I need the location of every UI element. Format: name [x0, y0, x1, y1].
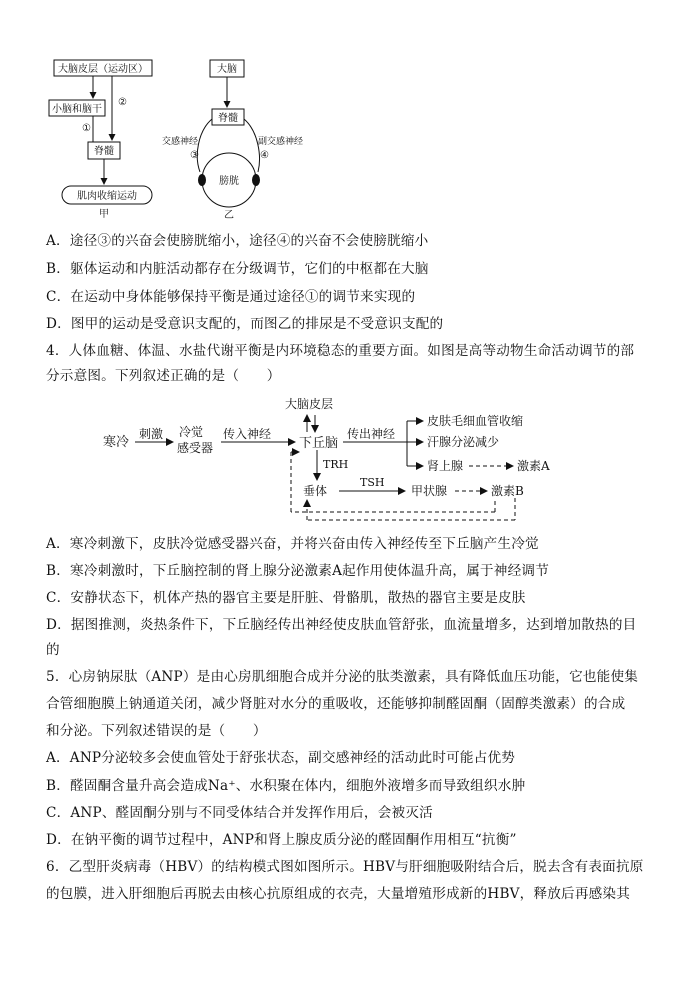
- stimulus-label: 刺激: [139, 427, 164, 441]
- bladder-label: 膀胱: [219, 176, 239, 187]
- q4-option-b: B．寒冷刺激时，下丘脑控制的肾上腺分泌激素A起作用使体温升高，属于神经调节: [46, 563, 549, 579]
- hormone-b-label: 激素B: [491, 484, 524, 498]
- q6-stem-line1: 6．乙型肝炎病毒（HBV）的结构模式图如图所示。HBV与肝细胞吸附结合后，脱去含有表面抗原: [46, 859, 644, 875]
- sympathetic-label: 交感神经: [162, 137, 199, 147]
- receptor-label-2: 感受器: [177, 441, 214, 455]
- trh-label: TRH: [323, 458, 349, 471]
- hormone-a-label: 激素A: [517, 459, 550, 473]
- q5-stem-line2: 合管细胞膜上钠通道关闭，减少肾脏对水分的重吸收，还能够抑制醛固酮（固醇类激素）的合成: [46, 696, 626, 712]
- path-1-label: ①: [82, 123, 91, 134]
- q3-option-c: C．在运动中身体能够保持平衡是通过途径①的调节来实现的: [46, 289, 416, 305]
- caption-jia: 甲: [99, 209, 109, 220]
- afferent-label: 传入神经: [223, 427, 272, 441]
- figure-jia: [48, 56, 168, 221]
- efferent-label: 传出神经: [347, 427, 396, 441]
- q4-stem-line1: 4．人体血糖、体温、水盐代谢平衡是内环境稳态的重要方面。如图是高等动物生命活动调节的部: [46, 343, 635, 359]
- skin-vessel-label: 皮肤毛细血管收缩: [427, 414, 524, 428]
- path-4-label: ④: [260, 150, 269, 161]
- tsh-label: TSH: [360, 476, 385, 489]
- q4-option-d-line1: D．据图推测，炎热条件下，下丘脑经传出神经使皮肤血管舒张，血流量增多，达到增加散热的目: [46, 617, 637, 633]
- nerve-ending-right: [252, 174, 260, 186]
- path-3-label: ③: [190, 150, 199, 161]
- q5-stem-line1: 5．心房钠尿肽（ANP）是由心房肌细胞合成并分泌的肽类激素，具有降低血压功能，它也能使集: [46, 669, 639, 685]
- pituitary-label: 垂体: [303, 484, 328, 498]
- box-spinal-label: 脊髓: [94, 146, 114, 157]
- q5-option-a: A．ANP分泌较多会使血管处于舒张状态，副交感神经的活动此时可能占优势: [46, 750, 516, 766]
- q3-option-a: A．途径③的兴奋会使膀胱缩小，途径④的兴奋不会使膀胱缩小: [46, 233, 429, 249]
- caption-yi: 乙: [224, 210, 234, 221]
- nerve-ending-left: [198, 174, 206, 186]
- q4-option-c: C．安静状态下，机体产热的器官主要是肝脏、骨骼肌，散热的器官主要是皮肤: [46, 590, 526, 606]
- cortex-label: 大脑皮层: [285, 397, 334, 411]
- q5-option-c: C．ANP、醛固酮分别与不同受体结合并发挥作用后，会被灭活: [46, 805, 433, 821]
- q4-option-d-line2: 的: [46, 642, 60, 658]
- box-brain-label: 大脑: [217, 64, 237, 75]
- thyroid-label: 甲状腺: [411, 484, 448, 498]
- box-spinal-yi-label: 脊髓: [218, 113, 238, 124]
- q3-option-d: D．图甲的运动是受意识支配的，而图乙的排尿是不受意识支配的: [46, 316, 444, 332]
- path-2-label: ②: [118, 97, 127, 108]
- receptor-label-1: 冷觉: [179, 425, 204, 439]
- q4-stem-line2: 分示意图。下列叙述正确的是（ ）: [46, 368, 281, 384]
- sweat-gland-label: 汗腺分泌减少: [427, 435, 500, 449]
- q3-option-b: B．躯体运动和内脏活动都存在分级调节，它们的中枢都在大脑: [46, 261, 429, 277]
- parasympathetic-label: 副交感神经: [258, 137, 304, 147]
- box-muscle-label: 肌肉收缩运动: [77, 191, 137, 202]
- q5-option-b: B．醛固酮含量升高会造成Na⁺、水积聚在体内，细胞外液增多而导致组织水肿: [46, 778, 526, 794]
- q4-option-a: A．寒冷刺激下，皮肤冷觉感受器兴奋，并将兴奋由传入神经传至下丘脑产生冷觉: [46, 536, 539, 552]
- hypothalamus-label: 下丘脑: [299, 436, 339, 451]
- figure-yi: [160, 56, 320, 221]
- q5-stem-line3: 和分泌。下列叙述错误的是（ ）: [46, 723, 267, 739]
- cold-label: 寒冷: [103, 435, 130, 450]
- box-cortex-label: 大脑皮层（运动区）: [58, 64, 148, 75]
- figure-thermoregulation: [95, 388, 595, 528]
- box-cerebellum-label: 小脑和脑干: [52, 104, 102, 115]
- adrenal-label: 肾上腺: [427, 459, 464, 473]
- q6-stem-line2: 的包膜，进入肝细胞后再脱去由核心抗原组成的衣壳，大量增殖形成新的HBV，释放后再感染其: [46, 886, 631, 902]
- q5-option-d: D．在钠平衡的调节过程中，ANP和肾上腺皮质分泌的醛固酮作用相互“抗衡”: [46, 832, 517, 848]
